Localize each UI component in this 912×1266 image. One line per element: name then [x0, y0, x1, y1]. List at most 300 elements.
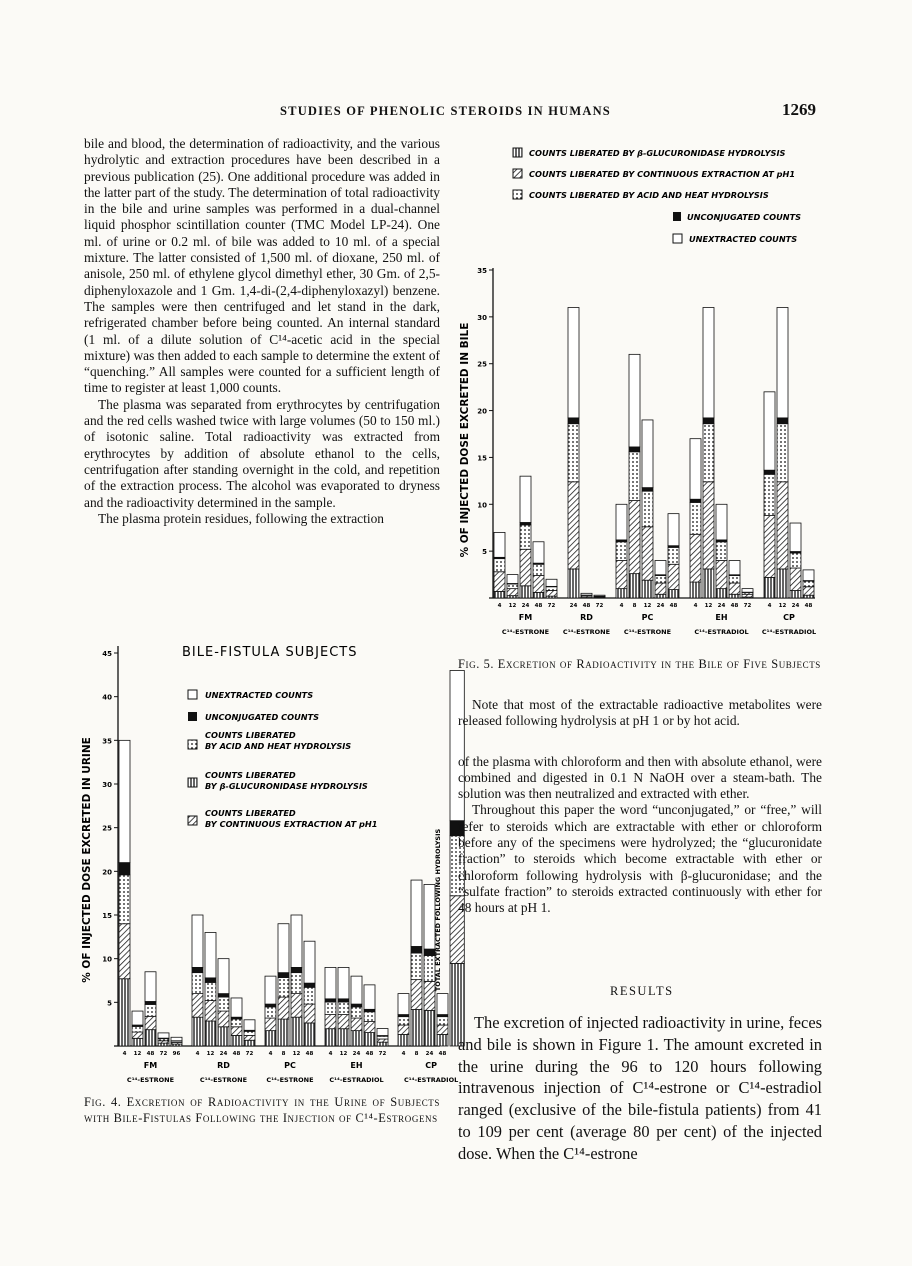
fig4-hour-label: 72 [245, 1051, 254, 1057]
fig5-hour-label: 48 [669, 603, 678, 609]
fig5-hour-label: 4 [693, 603, 698, 609]
fig4-bar-segment [424, 1010, 435, 1046]
fig5-bar-segment [616, 589, 627, 598]
fig5-ytick-label: 15 [477, 454, 487, 463]
fig4-hour-label: 48 [146, 1051, 155, 1057]
fig4-bar-segment [231, 1019, 242, 1027]
fig5-bar-segment [494, 532, 505, 557]
fig4-bar-segment [171, 1037, 182, 1040]
fig4-bar-segment [132, 1032, 143, 1038]
fig4-chart [70, 630, 459, 1092]
left-paragraph-2: The plasma was separated from erythrocytes by centrifugation and the red cells washed twice with large volumes (50 to 150 ml.) of isotonic saline. Total radioactivity was extracted from erythrocytes by addition of absolute ethanol to the cells, centrifugation after standing overnight in the cold, and repetition of the extraction process. The alcohol was evaporated to dryness and the radioactivity determined in the sample. [84, 396, 440, 510]
fig4-bar-segment [132, 1026, 143, 1032]
fig4-bar-segment [119, 924, 130, 979]
fig4-hour-label: 72 [378, 1051, 387, 1057]
fig5-ytick-label: 10 [477, 501, 487, 510]
fig5-legend-unextracted: UNEXTRACTED COUNTS [689, 234, 798, 244]
fig5-legend [513, 148, 801, 244]
page-number: 1269 [782, 100, 816, 119]
fig4-bar-segment [244, 1036, 255, 1041]
fig4-legend [188, 690, 377, 829]
fig4-bar-segment [304, 983, 315, 987]
fig4-bar-segment [325, 1002, 336, 1015]
fig4-bar-segment [218, 1027, 229, 1046]
fig4-hour-label: 24 [219, 1051, 228, 1057]
fig4-compound-label: C¹⁴-ESTRADIOL [329, 1076, 384, 1084]
fig4-bar-segment [205, 982, 216, 1000]
fig4-bar-segment [338, 1029, 349, 1046]
fig5-subject-label: FM [518, 613, 533, 622]
fig5-ytick-label: 5 [482, 548, 487, 557]
fig4-ytick-label: 25 [102, 824, 112, 833]
fig4-bar-segment [265, 1031, 276, 1046]
fig4-bar-segment [325, 1029, 336, 1046]
fig4-hour-label: 4 [195, 1051, 200, 1057]
fig5-hour-label: 72 [595, 603, 604, 609]
fig4-axes [114, 646, 440, 1046]
fig4-bar-segment [205, 932, 216, 977]
fig4-bar-segment [218, 1011, 229, 1027]
fig4-bar-segment [231, 1027, 242, 1036]
fig5-bar-segment [616, 561, 627, 589]
fig4-bar-segment [291, 1017, 302, 1046]
fig4-bar-segment [437, 1034, 448, 1046]
fig4-bar-segment [231, 1035, 242, 1046]
fig5-bar-segment [494, 572, 505, 592]
fig4-bar-segment [145, 1001, 156, 1004]
fig5-legend-glucuronidase: COUNTS LIBERATED BY β-GLUCURONIDASE HYDROLYSIS [529, 148, 786, 158]
fig4-bar-segment [265, 1004, 276, 1007]
fig4-hour-label: 48 [305, 1051, 314, 1057]
fig4-bar-segment [291, 994, 302, 1018]
fig4-bar-segment [377, 1039, 388, 1042]
fig5-bar-segment [764, 392, 775, 470]
fig4-bar-segment [265, 1018, 276, 1031]
fig4-ytick-label: 30 [102, 781, 112, 789]
fig4-compound-label: C¹⁴-ESTRADIOL [404, 1076, 459, 1084]
fig5-bar-segment [568, 569, 579, 598]
fig5-bar-segment [703, 424, 714, 482]
fig5-bar-segment [520, 586, 531, 598]
fig5-hour-label: 12 [643, 603, 652, 609]
fig5-y-axis-label: % OF INJECTED DOSE EXCRETED IN BILE [459, 322, 471, 558]
fig4-bar-segment [338, 1002, 349, 1015]
fig4-hour-label: 12 [339, 1051, 348, 1057]
fig5-bar-segment [790, 568, 801, 590]
fig4-legend-glucuronidase: COUNTS LIBERATED BY β-GLUCURONIDASE HYDROLYSIS [205, 770, 368, 791]
fig5-bar-segment [729, 576, 740, 583]
fig5-bar-segment [629, 447, 640, 452]
fig4-bar-segment [411, 946, 422, 953]
fig4-bar-segment [437, 994, 448, 1015]
fig4-ytick-label: 40 [102, 693, 112, 702]
fig5-bar-segment [777, 569, 788, 598]
fig4-legend-swatch-acid [188, 740, 197, 749]
fig4-bar-segment [192, 1017, 203, 1046]
fig5-hour-label: 24 [569, 603, 578, 609]
fig5-bar-segment [629, 354, 640, 447]
fig4-hour-label: 4 [328, 1051, 333, 1057]
fig4-bar-segment [192, 967, 203, 972]
fig5-bar-segment [668, 514, 679, 546]
fig4-hour-label: 24 [425, 1051, 434, 1057]
fig5-bar-segment [629, 501, 640, 574]
fig5-bar-segment [764, 474, 775, 515]
fig4-bar-segment [304, 941, 315, 983]
fig4-bar-segment [377, 1042, 388, 1046]
fig5-bar-segment [655, 583, 666, 594]
fig5-compound-label: C¹⁴-ESTRONE [562, 628, 611, 636]
fig5-bar-segment [642, 527, 653, 580]
fig4-title: BILE-FISTULA SUBJECTS [182, 645, 358, 660]
fig4-legend-unextracted: UNEXTRACTED COUNTS [205, 690, 314, 700]
fig4-bar-segment [377, 1029, 388, 1036]
fig4-bar-segment [278, 978, 289, 998]
fig5-hour-label: 48 [582, 603, 591, 609]
fig5-bar-segment [729, 594, 740, 598]
fig4-bar-segment [132, 1038, 143, 1046]
fig5-bar-segment [703, 418, 714, 424]
fig4-hour-label: 48 [438, 1051, 447, 1057]
fig5-bar-segment [790, 553, 801, 568]
fig5-bar-segment [703, 307, 714, 417]
fig4-compound-label: C¹⁴-ESTRONE [266, 1076, 314, 1084]
fig5-bar-segment [533, 576, 544, 593]
fig4-bar-segment [158, 1033, 169, 1038]
fig4-compound-label: C¹⁴-ESTRONE [126, 1076, 175, 1084]
fig4-legend-swatch-glucuronidase [188, 778, 197, 787]
fig4-subject-label: PC [284, 1061, 296, 1070]
fig4-ytick-label: 20 [102, 868, 112, 877]
left-column [84, 136, 440, 527]
fig4-bar-segment [351, 1031, 362, 1046]
fig4-bar-segment [411, 880, 422, 946]
fig5-hour-label: 12 [704, 603, 713, 609]
fig4-bar-segment [265, 1007, 276, 1018]
fig4-subject-label: EH [350, 1061, 363, 1070]
fig4-bar-segment [291, 967, 302, 972]
fig4-y-axis-label: % OF INJECTED DOSE EXCRETED IN URINE [81, 737, 93, 983]
fig5-hour-label: 24 [717, 603, 726, 609]
left-paragraph-1: bile and blood, the determination of radioactivity, and the various hydrolytic and extraction procedures have been described in a previous publication (25). One additional procedure was added in the latter part of the study. The determination of total radioactivity in the bile and urine samples was performed in a dual-channel liquid phosphor scintillation counter (TMC Model LP-24). One ml. of urine or 0.2 ml. of bile was added to 10 ml. of a special mixture. The latter consisted of 1,500 ml. of dioxane, 250 ml. of anisole, 250 ml. of ethylene glycol dimethyl ether, 30 Gm. of 2,5-diphenyloxazole and 1 Gm. 1,4-di-(2,4-diphenyloxazyl) benzene. The samples were then centrifuged and let stand in the dark, refrigerated chamber before being counted. An internal standard (1 ml. of a dilute solution of C¹⁴-acetic acid in the special mixture) was then added to each sample to determine the extent of “quenching.” All samples were counted for a sufficient length of time to register at least 1,000 counts. [84, 136, 440, 396]
fig4-subject-label: CP [425, 1061, 438, 1070]
fig4-hour-label: 48 [232, 1051, 241, 1057]
fig5-hour-label: 12 [508, 603, 517, 609]
fig5-hour-label: 12 [778, 603, 787, 609]
fig5-legend-continuous: COUNTS LIBERATED BY CONTINUOUS EXTRACTION AT pH1 [529, 169, 796, 179]
right-paragraph-2: Throughout this paper the word “unconjugated,” or “free,” will refer to steroids which are extractable with ether or chloroform before any of the specimens were hydrolyzed; the “glucuronidate fraction” to steroids which become extractable with ether or chloroform following hydrolysis with β-glucuronidase; and the “sulfate fraction” to steroids extracted continuously with ether for 48 hours at pH 1. [458, 802, 822, 916]
fig5-bar-segment [690, 439, 701, 500]
fig5-compound-label: C¹⁴-ESTRONE [501, 628, 550, 636]
fig4-bar-segment [119, 875, 130, 924]
right-paragraph-1: of the plasma with chloroform and then with absolute ethanol, were combined and digested in 0.1 N NaOH over a steam-bath. The solution was then neutralized and extracted with ether. [458, 753, 822, 802]
fig5-bar-segment [546, 587, 557, 591]
fig4-bar-segment [437, 1025, 448, 1034]
fig5-bar-segment [790, 591, 801, 598]
fig4-hour-label: 12 [206, 1051, 215, 1057]
fig4-bar-segment [231, 998, 242, 1017]
fig4-bar-segment [351, 1018, 362, 1031]
fig4-bar-segment [398, 1025, 409, 1034]
fig4-hour-label: 8 [414, 1051, 419, 1057]
fig5-bar-segment [642, 491, 653, 527]
fig5-bar-segment [716, 561, 727, 589]
fig5-bar-segment [546, 591, 557, 597]
fig5-bar-segment [655, 561, 666, 575]
fig4-bar-segment [338, 1015, 349, 1029]
fig5-bar-segment [507, 589, 518, 596]
fig5-bar-segment [703, 569, 714, 598]
fig4-bar-segment [364, 1012, 375, 1022]
fig5-bar-segment [507, 584, 518, 589]
fig5-bar-segment [581, 593, 592, 595]
fig5-bar-segment [668, 590, 679, 598]
fig5-bar-segment [777, 424, 788, 482]
fig4-bar-segment [398, 994, 409, 1015]
fig4-bar-segment [338, 967, 349, 998]
fig4-bar-segment [244, 1040, 255, 1046]
fig5-bar-segment [568, 424, 579, 482]
fig5-legend-acid: COUNTS LIBERATED BY ACID AND HEAT HYDROLYSIS [529, 190, 769, 200]
fig5-bar-segment [520, 549, 531, 586]
fig4-bar-segment [218, 994, 229, 997]
fig4-bar-segment [119, 979, 130, 1046]
fig4-bar-segment [291, 915, 302, 967]
fig4-hour-label: 4 [122, 1051, 127, 1057]
fig5-bar-segment [803, 570, 814, 581]
fig5-subject-label: PC [641, 613, 654, 622]
fig4-bar-segment [205, 978, 216, 983]
fig4-hour-label: 48 [365, 1051, 374, 1057]
fig5-bar-segment [764, 516, 775, 578]
fig5-subject-label: EH [715, 613, 728, 622]
fig5-bar-segment [803, 587, 814, 595]
fig5-bar-segment [507, 575, 518, 584]
fig5-caption: Fig. 5. Excretion of Radioactivity in the Bile of Five Subjects [458, 657, 821, 671]
running-header: STUDIES OF PHENOLIC STEROIDS IN HUMANS [280, 104, 611, 118]
fig4-bar-segment [205, 1021, 216, 1046]
fig5-legend-swatch-acid [513, 190, 522, 199]
fig5-ytick-label: 20 [477, 407, 487, 416]
fig5-legend-swatch-glucuronidase [513, 148, 522, 157]
fig5-legend-swatch-unextracted [673, 234, 682, 243]
fig4-ytick-label: 35 [102, 737, 112, 746]
fig4-bar-segment [338, 999, 349, 1002]
fig5-hour-label: 8 [632, 603, 637, 609]
fig4-bar-segment [158, 1043, 169, 1046]
fig4-hour-label: 72 [159, 1051, 168, 1057]
fig4-bar-segment [278, 973, 289, 978]
fig5-bar-segment [642, 420, 653, 488]
fig4-legend-swatch-unextracted [188, 690, 197, 699]
fig5-hour-label: 4 [497, 603, 502, 609]
fig5-bar-segment [742, 594, 753, 597]
fig5-bar-segment [777, 418, 788, 424]
fig5-bar-segment [568, 418, 579, 424]
fig4-ytick-label: 45 [102, 650, 112, 658]
fig4-side-label: TOTAL EXTRACTED FOLLOWING HYDROLYSIS [434, 828, 442, 992]
fig5-bar-segment [655, 594, 666, 598]
fig4-bar-segment [351, 1004, 362, 1007]
fig5-bar-segment [546, 579, 557, 586]
fig5-bar-segment [594, 595, 605, 596]
fig5-hour-label: 24 [521, 603, 530, 609]
fig5-bar-segment [764, 470, 775, 474]
fig5-bar-segment [616, 504, 627, 540]
fig5-ytick-label: 30 [477, 313, 487, 322]
fig4-bar-segment [218, 997, 229, 1011]
fig4-hour-label: 96 [172, 1051, 181, 1057]
fig4-hour-label: 12 [292, 1051, 301, 1057]
fig5-bar-segment [729, 583, 740, 594]
fig5-compound-label: C¹⁴-ESTRADIOL [761, 628, 817, 636]
fig5-bar-segment [803, 595, 814, 598]
fig5-hour-label: 24 [656, 603, 665, 609]
fig5-bar-segment [494, 591, 505, 598]
fig5-hour-label: 48 [730, 603, 739, 609]
fig4-bar-segment [192, 915, 203, 967]
fig4-bar-segment [119, 863, 130, 875]
fig4-bar-segment [278, 1019, 289, 1046]
fig5-bar-segment [703, 482, 714, 569]
fig4-caption: Fig. 4. Excretion of Radioactivity in the Urine of Subjects with Bile-Fistulas Following the Injection of C¹⁴-Estrogens [84, 1095, 440, 1125]
fig5-bar-segment [533, 592, 544, 598]
fig4-hour-label: 8 [281, 1051, 286, 1057]
fig4-bar-segment [291, 973, 302, 994]
fig4-hour-label: 24 [352, 1051, 361, 1057]
fig4-bar-segment [145, 972, 156, 1002]
fig5-bar-segment [690, 534, 701, 582]
fig5-legend-swatch-unconjugated [673, 212, 681, 221]
fig4-bar-segment [437, 1017, 448, 1025]
fig5-bar-segment [642, 580, 653, 598]
fig5-bar-segment [690, 582, 701, 598]
fig5-bar-segment [533, 564, 544, 575]
fig5-bar-segment [520, 476, 531, 522]
fig4-compound-label: C¹⁴-ESTRONE [199, 1076, 248, 1084]
fig5-bar-segment [777, 482, 788, 569]
fig5-bar-segment [690, 502, 701, 534]
fig5-bar-segment [742, 589, 753, 593]
fig4-legend-continuous: COUNTS LIBERATED BY CONTINUOUS EXTRACTION AT pH1 [205, 808, 378, 829]
fig5-bar-segment [716, 589, 727, 598]
fig5-compound-label: C¹⁴-ESTRADIOL [694, 628, 749, 636]
fig4-bar-segment [192, 994, 203, 1018]
fig4-bar-segment [398, 1017, 409, 1025]
fig5-bar-segment [716, 542, 727, 561]
fig5-bar-segment [494, 559, 505, 572]
results-paragraph: The excretion of injected radioactivity in urine, feces and bile is shown in Figure 1. The amount excreted in the urine during the 96 to 120 hours following intravenous injection of C¹⁴-estrone or C¹⁴-estradiol ranged (exclusive of the bile-fistula patients) from 41 to 109 per cent (average 80 per cent) of the injected dose. When the C¹⁴-estrone [458, 1013, 822, 1163]
fig4-bar-segment [351, 1007, 362, 1018]
fig4-bar-segment [218, 959, 229, 994]
fig4-bar-segment [364, 1033, 375, 1046]
fig4-subject-label: FM [143, 1061, 158, 1070]
fig5-bar-segment [533, 542, 544, 563]
fig4-bar-segment [205, 1001, 216, 1021]
fig5-hour-label: 48 [534, 603, 543, 609]
fig4-bar-segment [132, 1011, 143, 1025]
fig5-bar-segment [729, 561, 740, 575]
fig4-bar-segment [192, 973, 203, 994]
fig4-bar-segment [398, 1034, 409, 1046]
fig4-hour-label: 12 [133, 1051, 142, 1057]
fig4-hour-label: 4 [401, 1051, 406, 1057]
fig4-bar-segment [145, 1004, 156, 1016]
fig4-bar-segment [244, 1031, 255, 1035]
fig5-bar-segment [690, 499, 701, 502]
fig4-legend-swatch-unconjugated [188, 712, 197, 721]
fig5-compound-label: C¹⁴-ESTRONE [623, 628, 672, 636]
fig4-bar-segment [145, 1030, 156, 1046]
fig4-bar-segment [304, 1023, 315, 1046]
fig5-bar-segment [616, 542, 627, 561]
fig5-bar-segment [629, 452, 640, 501]
results-heading: RESULTS [610, 984, 674, 998]
fig5-hour-label: 72 [547, 603, 556, 609]
fig4-legend-swatch-continuous [188, 816, 197, 825]
fig4-bar-segment [119, 740, 130, 862]
fig5-bar-segment [568, 307, 579, 417]
right-column [458, 697, 822, 917]
fig5-subject-label: CP [783, 613, 795, 622]
fig5-bar-segment [803, 581, 814, 587]
fig4-bar-segment [278, 997, 289, 1019]
fig5-bar-segment [790, 523, 801, 551]
fig4-ytick-label: 5 [107, 999, 112, 1008]
left-paragraph-3: The plasma protein residues, following the extraction [98, 510, 384, 526]
fig5-bar-segment [668, 564, 679, 589]
fig5-subject-label: RD [580, 613, 593, 622]
fig5-hour-label: 4 [767, 603, 772, 609]
fig4-bar-segment [304, 1004, 315, 1023]
fig4-ytick-label: 15 [102, 912, 112, 920]
fig4-bar-segment [411, 980, 422, 1010]
fig5-ytick-label: 25 [477, 360, 487, 369]
fig4-bar-segment [325, 1015, 336, 1029]
note-paragraph: Note that most of the extractable radioactive metabolites were released following hydrolysis at pH 1 or by hot acid. [458, 697, 822, 729]
fig4-bar-segment [411, 1009, 422, 1046]
fig5-legend-swatch-continuous [513, 169, 522, 178]
fig5-bar-segment [655, 576, 666, 583]
fig5-chart [455, 140, 825, 650]
fig5-bar-segment [764, 577, 775, 598]
fig5-bar-segment [642, 488, 653, 492]
fig5-ytick-label: 35 [477, 267, 487, 275]
fig4-bar-segment [364, 1022, 375, 1033]
fig4-bar-segment [325, 999, 336, 1002]
fig4-bar-segment [265, 976, 276, 1004]
fig5-bar-segment [568, 482, 579, 569]
fig5-bar-segment [668, 547, 679, 564]
fig5-bar-segment [629, 574, 640, 598]
fig5-bar-segment [520, 525, 531, 549]
fig4-hour-label: 4 [268, 1051, 273, 1057]
fig5-hour-label: 48 [804, 603, 813, 609]
fig4-bar-segment [145, 1016, 156, 1029]
fig4-bar-segment [351, 976, 362, 1004]
fig4-bar-segment [304, 987, 315, 1004]
fig4-ytick-label: 10 [102, 955, 112, 964]
fig5-hour-label: 4 [619, 603, 624, 609]
fig4-bar-segment [377, 1036, 388, 1039]
fig4-bar-segment [244, 1020, 255, 1030]
fig4-bar-segment [278, 924, 289, 973]
fig5-hour-label: 72 [743, 603, 752, 609]
fig4-bar-segment [411, 953, 422, 980]
fig4-bar-segment [325, 967, 336, 998]
fig5-bar-segment [777, 307, 788, 417]
fig4-legend-unconjugated: UNCONJUGATED COUNTS [205, 712, 320, 722]
